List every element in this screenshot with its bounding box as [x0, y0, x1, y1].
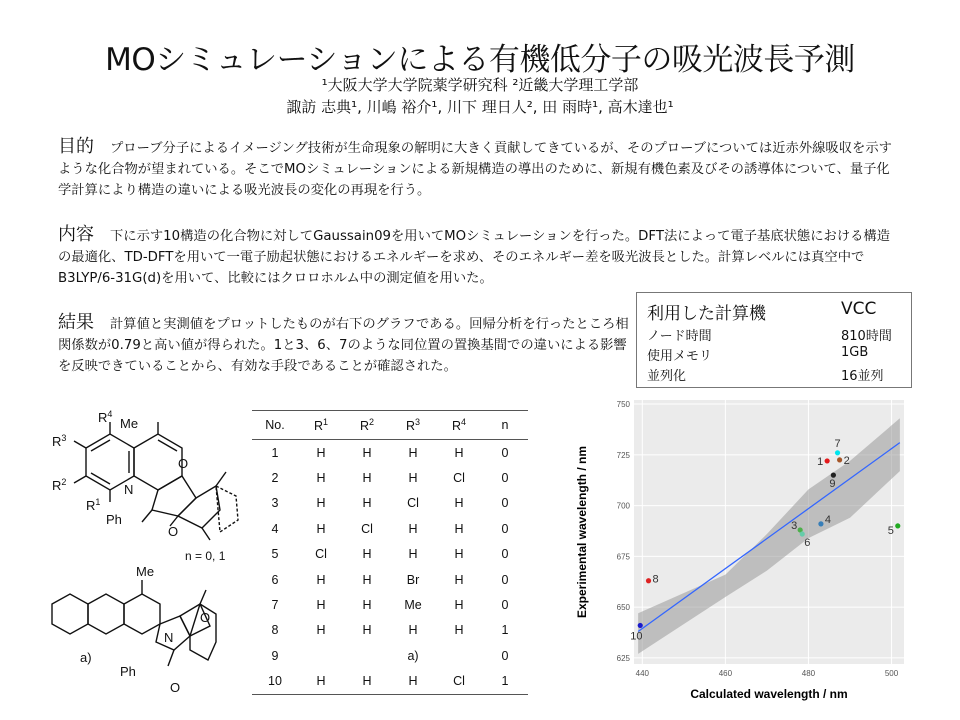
- y-tick-label: 650: [616, 603, 630, 613]
- general-structure: [52, 410, 238, 563]
- table-cell: H: [454, 445, 464, 460]
- table-cell: 3: [271, 496, 279, 511]
- data-point: [831, 473, 836, 478]
- table-cell: H: [362, 598, 372, 613]
- table-cell: 0: [501, 471, 509, 486]
- ph-label-1: Ph: [106, 512, 122, 527]
- col-r1: $R^1$: [298, 411, 344, 440]
- y-tick-label: 725: [616, 450, 630, 460]
- point-label: 4: [824, 513, 832, 526]
- data-point: [818, 521, 823, 526]
- y-tick-label: 675: [616, 552, 630, 562]
- table-header-row: [252, 411, 528, 440]
- data-point: [835, 450, 840, 455]
- table-cell: H: [454, 547, 464, 562]
- chemical-structures: [40, 410, 250, 710]
- point-label: 2: [843, 454, 850, 467]
- n-label-1: N: [124, 482, 134, 497]
- scatter-chart: [572, 392, 912, 714]
- table-cell: 4: [271, 521, 279, 536]
- table-cell: H: [408, 547, 418, 562]
- purpose-heading: 目的: [58, 136, 94, 157]
- point-label: 3: [791, 519, 798, 532]
- r2-label: $R^2$: [52, 477, 67, 493]
- x-tick-label: 440: [635, 669, 649, 678]
- y-axis-label: Experimental wavelength / nm: [575, 445, 589, 619]
- table-row: [252, 618, 528, 643]
- table-cell: H: [316, 471, 326, 486]
- memory-value: 1GB: [841, 345, 869, 360]
- table-row: [252, 669, 528, 695]
- table-cell: H: [362, 623, 372, 638]
- table-cell: 10: [252, 669, 298, 695]
- ph-label-2: Ph: [120, 664, 136, 679]
- table-cell: [298, 643, 344, 668]
- table-cell: Br: [406, 572, 420, 587]
- content-text: 下に示す10構造の化合物に対してGaussain09を用いてMOシミュレーションを行った。DFT法によって電子基底状態における構造の最適化、TD-DFTを用いて一電子励起状態におけるエネルギーを求め、そのエネルギー差を吸光波長とした。計算レベルには真空中でB3LYP/6-31G(d)を用いて、比較にはクロロホルム中の測定値を用いた。: [58, 229, 891, 286]
- col-r4: $R^4$: [436, 411, 482, 440]
- structure-9: [52, 564, 216, 695]
- r1-label: $R^1$: [86, 497, 101, 513]
- node-time-label: ノード時間: [647, 329, 712, 344]
- table-cell: H: [390, 669, 436, 695]
- table-cell: Cl: [315, 547, 327, 562]
- x-tick-label: 480: [801, 669, 816, 678]
- table-cell: Cl: [407, 496, 419, 511]
- table-cell: a): [407, 648, 419, 663]
- table-cell: 2: [271, 471, 279, 486]
- point-label: 10: [630, 630, 643, 643]
- table-cell: 0: [501, 648, 509, 663]
- computer-header-label: 利用した計算機: [647, 304, 766, 324]
- point-label: 7: [834, 437, 841, 450]
- table-cell: 0: [501, 496, 509, 511]
- table-cell: H: [454, 521, 464, 536]
- table-cell: H: [298, 669, 344, 695]
- table-cell: Cl: [436, 669, 482, 695]
- point-label: 8: [652, 573, 659, 586]
- o-label-1b: O: [168, 524, 179, 539]
- data-point: [837, 457, 842, 462]
- table-cell: Cl: [453, 471, 465, 486]
- memory-label: 使用メモリ: [647, 349, 713, 364]
- table-cell: 6: [271, 572, 279, 587]
- data-point: [800, 531, 805, 536]
- point-label: 6: [804, 537, 811, 550]
- table-cell: H: [454, 598, 464, 613]
- table-cell: 1: [271, 445, 279, 460]
- table-cell: 0: [501, 598, 509, 613]
- substituent-table: [252, 410, 528, 695]
- table-cell: [436, 643, 482, 668]
- table-cell: 7: [271, 598, 279, 613]
- o-label-2b: O: [170, 680, 181, 695]
- table-cell: 0: [501, 521, 509, 536]
- table-cell: H: [362, 471, 372, 486]
- parallel-value: 16並列: [841, 369, 884, 384]
- col-r3: $R^3$: [390, 411, 436, 440]
- col-no: No.: [252, 411, 298, 440]
- table-cell: H: [362, 445, 372, 460]
- table-cell: H: [344, 669, 390, 695]
- col-n: n: [482, 411, 528, 440]
- r3-label: $R^3$: [52, 433, 67, 449]
- node-time-value: 810時間: [841, 329, 892, 344]
- table-cell: H: [316, 572, 326, 587]
- me-label-1: Me: [120, 416, 139, 431]
- o-label-2a: O: [200, 610, 211, 625]
- table-cell: H: [316, 521, 326, 536]
- table-row: [252, 516, 528, 541]
- data-point: [646, 578, 651, 583]
- table-row: [252, 465, 528, 490]
- table-row: [252, 567, 528, 592]
- x-axis-label: Calculated wavelength / nm: [690, 687, 848, 701]
- table-cell: H: [316, 496, 326, 511]
- table-cell: H: [408, 445, 418, 460]
- table-cell: 8: [271, 623, 279, 638]
- table-cell: H: [454, 572, 464, 587]
- point-label: 9: [829, 478, 836, 491]
- table-cell: H: [362, 572, 372, 587]
- table-cell: 0: [501, 572, 509, 587]
- table-cell: H: [316, 445, 326, 460]
- me-label-2: Me: [136, 564, 155, 579]
- affiliation: ¹大阪大学大学院薬学研究科 ²近畿大学理工学部: [321, 76, 639, 94]
- table-cell: 1: [501, 623, 509, 638]
- point-label: 1: [817, 455, 824, 468]
- table-row: [252, 592, 528, 617]
- y-tick-label: 750: [616, 400, 630, 410]
- a-label: a): [80, 650, 92, 665]
- table-cell: 9: [271, 648, 279, 663]
- results-section: [58, 312, 640, 377]
- table-cell: H: [408, 521, 418, 536]
- r4-label: $R^4$: [98, 410, 113, 425]
- n-label-2: N: [164, 630, 174, 645]
- x-tick-label: 500: [884, 669, 899, 678]
- table-cell: 0: [501, 547, 509, 562]
- x-tick-label: 460: [718, 669, 733, 678]
- data-point: [895, 523, 900, 528]
- table-cell: H: [454, 496, 464, 511]
- computer-header-value: VCC: [841, 299, 877, 319]
- table-cell: H: [408, 471, 418, 486]
- table-cell: 1: [482, 669, 528, 695]
- table-row: [252, 542, 528, 567]
- results-heading: 結果: [58, 312, 94, 333]
- y-tick-label: 625: [616, 653, 630, 663]
- table-cell: [344, 643, 390, 668]
- y-tick-label: 700: [616, 501, 630, 511]
- table-cell: 0: [501, 445, 509, 460]
- table-cell: H: [408, 623, 418, 638]
- table-cell: Cl: [361, 521, 373, 536]
- table-row: [252, 491, 528, 516]
- point-label: 5: [887, 524, 894, 537]
- table-row: [252, 440, 528, 466]
- content-section: [58, 224, 900, 289]
- table-row: [252, 643, 528, 668]
- page-title: MOシミュレーションによる有機低分子の吸光波長予測: [105, 42, 855, 78]
- authors: 諏訪 志典¹, 川嶋 裕介¹, 川下 理日人², 田 雨時¹, 高木達也¹: [286, 98, 674, 116]
- table-cell: H: [316, 598, 326, 613]
- table-cell: 5: [271, 547, 279, 562]
- results-text: 計算値と実測値をプロットしたものが右下のグラフである。回帰分析を行ったところ相関係数が0.79と高い値が得られた。1と3、6、7のような同位置の置換基間での違いによる影響を反映できていることから、有効な手段であることが確認された。: [58, 317, 629, 374]
- computer-info-box: [636, 292, 912, 388]
- purpose-section: [58, 136, 900, 201]
- table-cell: Me: [404, 598, 422, 613]
- n-note: n = 0, 1: [185, 549, 226, 563]
- data-point: [825, 458, 830, 463]
- purpose-text: プローブ分子によるイメージング技術が生命現象の解明に大きく貢献してきているが、そのプローブについては近赤外線吸収を示すような化合物が望まれている。そこでMOシミュレーションによる新規構造の導出のために、新規有機色素及びその誘導体について、量子化学計算により構造の違いによる吸光波長の変化の再現を行う。: [58, 141, 892, 198]
- table-cell: H: [362, 496, 372, 511]
- table-cell: H: [316, 623, 326, 638]
- table-cell: H: [362, 547, 372, 562]
- parallel-label: 並列化: [647, 369, 687, 384]
- col-r2: $R^2$: [344, 411, 390, 440]
- content-heading: 内容: [58, 224, 94, 245]
- data-point: [638, 623, 643, 628]
- table-cell: H: [454, 623, 464, 638]
- o-label-1a: O: [178, 456, 189, 471]
